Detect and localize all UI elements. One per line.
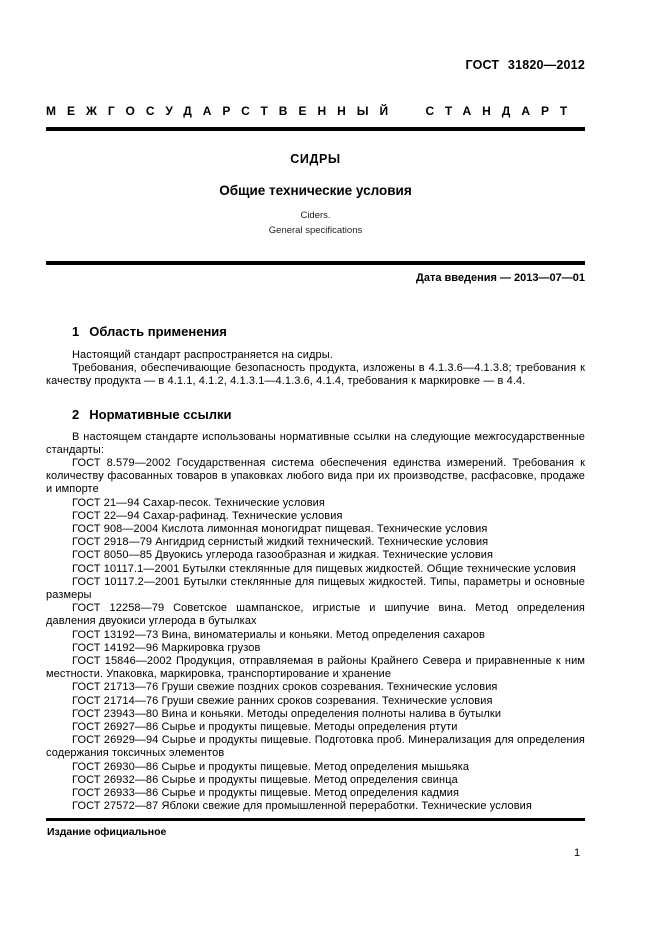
reference-item: ГОСТ 8050—85 Двуокись углерода газообразная и жидкая. Технические условия xyxy=(72,549,494,562)
reference-item: ГОСТ 2918—79 Ангидрид сернистый жидкий технический. Технические условия xyxy=(72,536,489,549)
section-1-title: Область применения xyxy=(89,324,227,339)
reference-item: ГОСТ 26929—94 Сырье и продукты пищевые. Подготовка проб. Минерализация для определения содержания токсичных элементов xyxy=(46,734,585,760)
footer-divider xyxy=(46,818,585,821)
header-divider xyxy=(46,127,585,131)
reference-item: ГОСТ 26930—86 Сырье и продукты пищевые. Метод определения мышьяка xyxy=(72,760,470,773)
page-content xyxy=(46,0,585,814)
document-subtitle: Общие технические условия xyxy=(219,183,412,198)
page-number: 1 xyxy=(574,847,581,859)
reference-item: ГОСТ 21—94 Сахар-песок. Технические условия xyxy=(72,496,325,509)
reference-item: ГОСТ 27572—87 Яблоки свежие для промышленной переработки. Технические условия xyxy=(72,800,532,813)
document-subtitle-en: General specifications xyxy=(268,225,363,236)
effective-date: Дата введения — 2013—07—01 xyxy=(416,272,585,284)
references-list xyxy=(46,457,585,813)
document-title: СИДРЫ xyxy=(290,152,341,166)
reference-item: ГОСТ 15846—2002 Продукция, отправляемая в районы Крайнего Севера и приравненные к ним местности. Упаковка, маркировка, транспортирование и хранение xyxy=(46,655,585,681)
reference-item: ГОСТ 10117.1—2001 Бутылки стеклянные для пищевых жидкостей. Общие технические условия xyxy=(72,562,576,575)
reference-item: ГОСТ 12258—79 Советское шампанское, игристые и шипучие вина. Метод определения давления двуокиси углерода в бутылках xyxy=(46,602,585,628)
reference-item: ГОСТ 13192—73 Вина, виноматериалы и коньяки. Метод определения сахаров xyxy=(72,628,485,641)
section-1-paragraph: Настоящий стандарт распространяется на сидры. xyxy=(72,349,333,361)
reference-item: ГОСТ 21714—76 Груши свежие ранних сроков созревания. Технические условия xyxy=(72,694,493,707)
section-2-title: Нормативные ссылки xyxy=(89,406,232,422)
reference-item: ГОСТ 26933—86 Сырье и продукты пищевые. Метод определения кадмия xyxy=(72,787,460,800)
section-2-number: 2 xyxy=(72,406,80,422)
reference-item: ГОСТ 10117.2—2001 Бутылки стеклянные для пищевых жидкостей. Типы, параметры и основные размеры xyxy=(46,575,585,602)
reference-item: ГОСТ 26927—86 Сырье и продукты пищевые. Методы определения ртути xyxy=(72,721,458,734)
standard-type-label: МЕЖГОСУДАРСТВЕННЫЙ СТАНДАРТ xyxy=(46,104,579,118)
title-divider xyxy=(46,261,585,265)
doc-number: ГОСТ 31820—2012 xyxy=(465,58,585,72)
section-1-paragraph: Требования, обеспечивающие безопасность продукта, изложены в 4.1.3.6—4.1.3.8; требования к качеству продукта — в 4.1.1, 4.1.2, 4.1.3.1—4.1.3.6, 4.1.4, требования к маркировке — в 4.4. xyxy=(46,362,585,388)
reference-item: ГОСТ 21713—76 Груши свежие поздних сроков созревания. Технические условия xyxy=(72,681,498,694)
reference-item: ГОСТ 26932—86 Сырье и продукты пищевые. Метод определения свинца xyxy=(72,773,458,786)
reference-item: ГОСТ 908—2004 Кислота лимонная моногидрат пищевая. Технические условия xyxy=(72,523,488,536)
reference-item: ГОСТ 23943—80 Вина и коньяки. Методы определения полноты налива в бутылки xyxy=(72,707,502,720)
reference-item: ГОСТ 14192—96 Маркировка грузов xyxy=(72,641,261,654)
reference-item: ГОСТ 22—94 Сахар-рафинад. Технические условия xyxy=(72,509,343,522)
reference-item: ГОСТ 8.579—2002 Государственная система обеспечения единства измерений. Требования к количеству фасованных товаров в упаковках любого вида при их производстве, расфасовке, продаже и импорте xyxy=(46,457,585,496)
section-2-intro: В настоящем стандарте использованы нормативные ссылки на следующие межгосударственные стандарты: xyxy=(46,430,585,456)
section-1-number: 1 xyxy=(72,324,80,339)
section-2-heading xyxy=(46,407,585,423)
edition-note: Издание официальное xyxy=(47,826,167,838)
section-1-heading xyxy=(46,324,585,340)
document-title-en: Ciders. xyxy=(300,210,331,221)
